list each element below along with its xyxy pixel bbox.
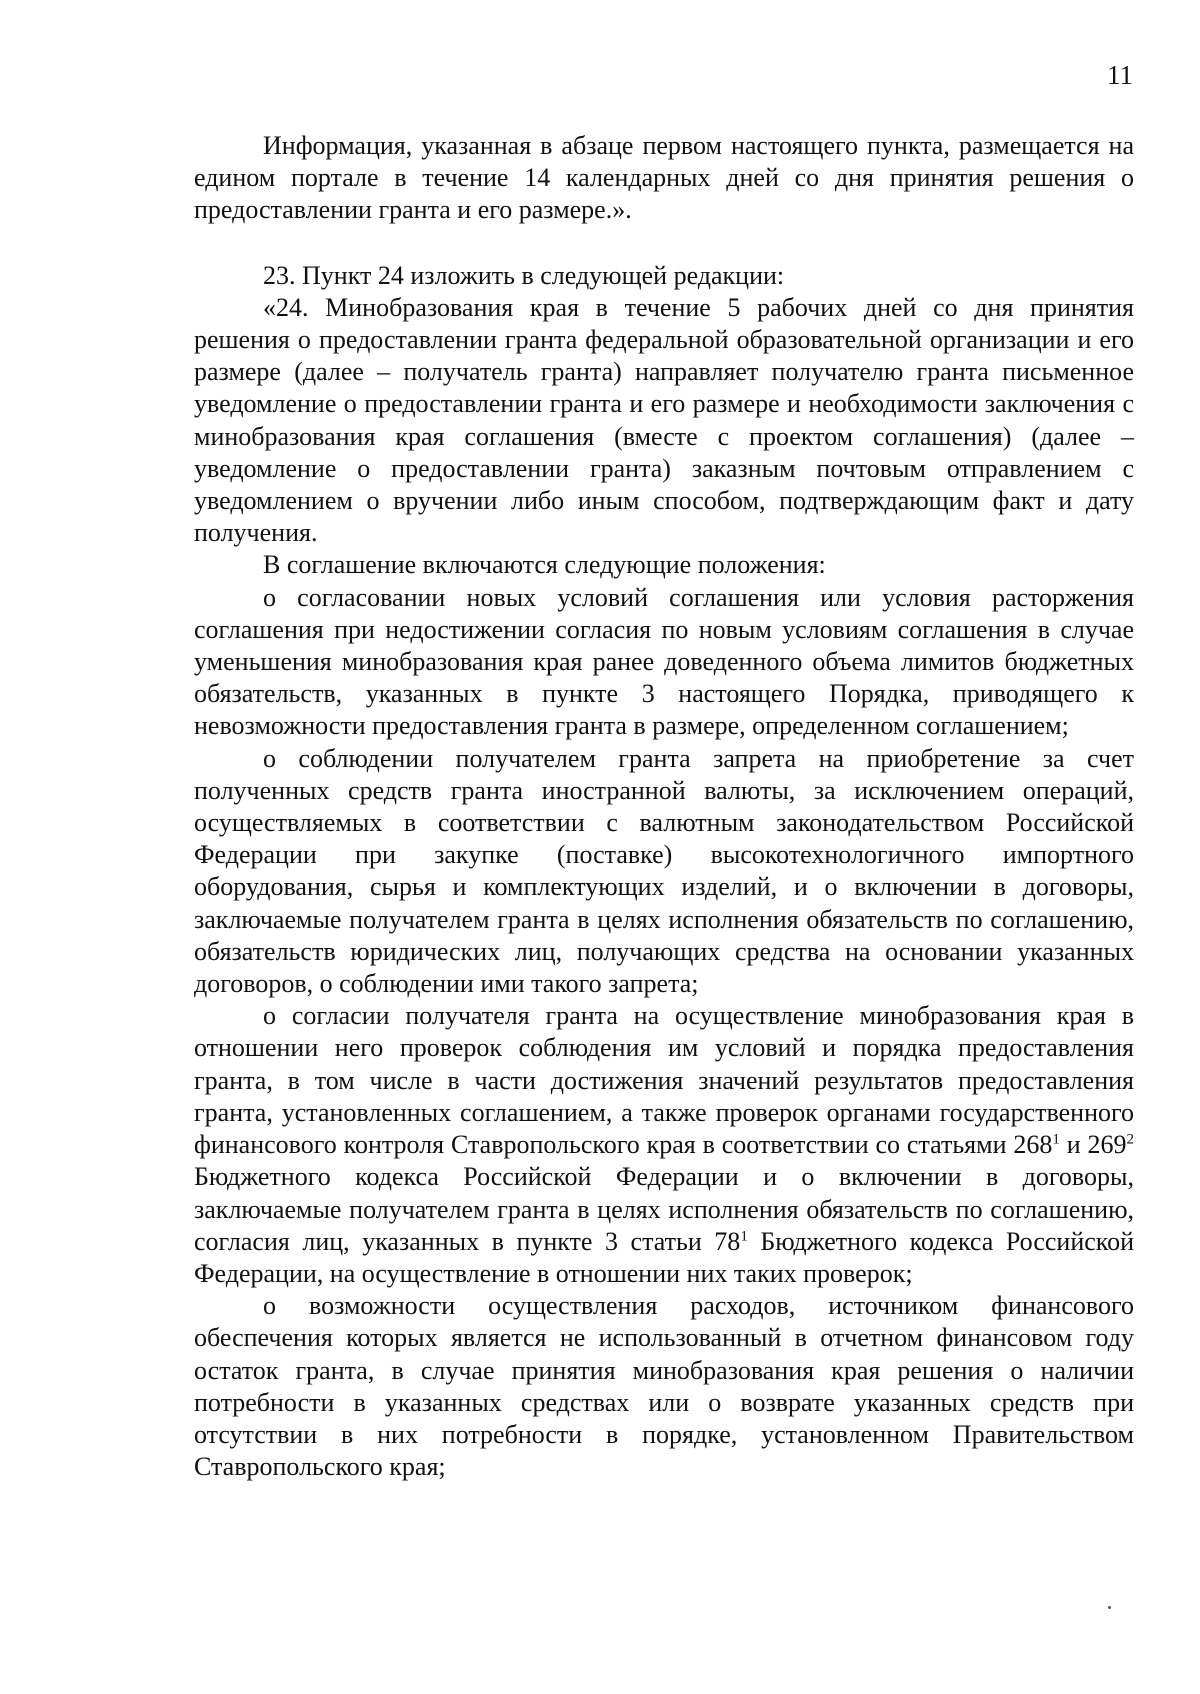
superscript-2: 2 (1126, 1131, 1134, 1148)
superscript-1: 1 (1052, 1131, 1060, 1148)
paragraph-currency-ban: о соблюдении получателем гранта запрета на приобретение за счет полученных средств гранта иностранной валюты, за исключением операций, осуществляемых в соответствии с валютным законодательством Российской Федерации при закупке (поставке) высокотехнологичного импортного оборудования, сырья и комплектующих изделий, и о включении в договоры, заключаемые получателем гранта в целях исполнения обязательств по соглашению, обязательств юридических лиц, получающих средства на основании указанных договоров, о соблюдении ими такого запрета; (194, 743, 1134, 999)
paragraph-item-23: 23. Пункт 24 изложить в следующей редакции: (263, 260, 785, 290)
paragraph-grant-balance: о возможности осуществления расходов, источником финансового обеспечения которых является не использованный в отчетном финансовом году остаток гранта, в случае принятия минобразования края решения о наличии потребности в указанных средствах или о возврате указанных средств при отсутствии в них потребности в порядке, установленном Правительством Ставропольского края; (194, 1291, 1134, 1482)
paragraph-item-24: «24. Минобразования края в течение 5 рабочих дней со дня принятия решения о предоставлении гранта федеральной образовательной организации и его размере (далее – получатель гранта) направляет получателю гранта письменное уведомление о предоставлении гранта и его размере и необходимости заключения с минобразования края соглашения (вместе с проектом соглашения) (далее – уведомление о предоставлении гранта) заказным почтовым отправлением с уведомлением о вручении либо иным способом, подтверждающим факт и дату получения. (194, 292, 1134, 548)
paragraph-inspection-consent (194, 1000, 1134, 1290)
page-number: 11 (1107, 60, 1133, 90)
scan-speck (1108, 1606, 1111, 1609)
paragraph-info: Информация, указанная в абзаце первом настоящего пункта, размещается на едином портале в течение 14 календарных дней со дня принятия решения о предоставлении гранта и его размере.». (194, 131, 1134, 225)
inspection-text-part-2: и 269 (1059, 1130, 1127, 1160)
paragraph-agreement-intro: В соглашение включаются следующие положения: (263, 550, 826, 580)
superscript-3: 1 (740, 1228, 748, 1245)
inspection-text-part-1: о согласии получателя гранта на осуществление минобразования края в отношении него проверок соблюдения им условий и порядка предоставления гранта, в том числе в части достижения значений результатов предоставления гранта, установленных соглашением, а также проверок органами государственного финансового контроля Ставропольского края в соответствии со статьями 268 (194, 1001, 1134, 1160)
paragraph-new-conditions: о согласовании новых условий соглашения или условия расторжения соглашения при недостижении согласия по новым условиям соглашения в случае уменьшения минобразования края ранее доведенного объема лимитов бюджетных обязательств, указанных в пункте 3 настоящего Порядка, приводящего к невозможности предоставления гранта в размере, определенном соглашением; (194, 582, 1134, 741)
document-body (194, 130, 1134, 1483)
inspection-text-part-4: Бюджетного кодекса Российской Федерации, на осуществление в отношении них таких проверок; (194, 1226, 1134, 1288)
inspection-text-part-3: Бюджетного кодекса Российской Федерации и о включении в договоры, заключаемые получателем гранта в целях исполнения обязательств по соглашению, согласия лиц, указанных в пункте 3 статьи 78 (194, 1162, 1134, 1256)
